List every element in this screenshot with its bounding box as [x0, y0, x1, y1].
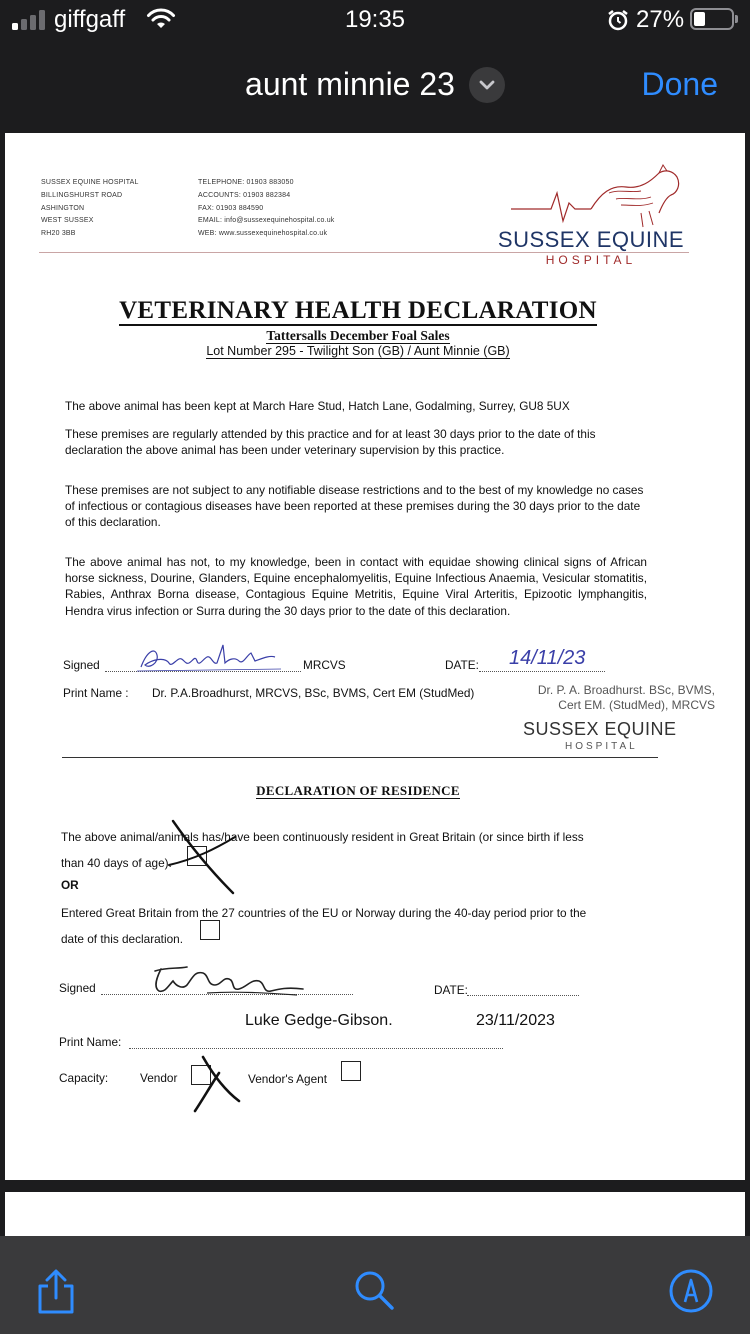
stamp-name: SUSSEX EQUINE: [523, 719, 677, 739]
residence-date-line: [467, 995, 579, 996]
hospital-logo: [491, 163, 691, 273]
residence-option2-checkbox[interactable]: [200, 920, 220, 940]
lot-line: Lot Number 295 - Twilight Son (GB) / Aunt Minnie (GB): [206, 344, 510, 358]
header-divider: [39, 252, 689, 253]
address-line: ASHINGTON: [41, 204, 85, 212]
vendor-check-mark: [189, 1051, 245, 1115]
contact-line: ACCOUNTS: 01903 882384: [198, 191, 291, 199]
nav-bar: [0, 42, 750, 132]
status-time: 19:35: [344, 6, 406, 33]
horse-logo-icon: [491, 163, 691, 233]
markup-icon[interactable]: [668, 1268, 712, 1312]
document-title: aunt minnie 23: [245, 66, 455, 102]
logo-name: SUSSEX EQUINE: [497, 227, 685, 252]
practice-stamp: [505, 683, 715, 713]
status-bar: [0, 0, 750, 42]
residence-print-name-line: [129, 1048, 503, 1049]
vendor-label: Vendor: [140, 1071, 178, 1085]
vet-date-label: DATE:: [445, 658, 479, 672]
stamp-line: Dr. P. A. Broadhurst. BSc, BVMS,: [537, 683, 715, 697]
stamp-subtitle: HOSPITAL: [565, 741, 638, 752]
vet-date-line: [479, 671, 605, 672]
declaration-title: VETERINARY HEALTH DECLARATION: [119, 297, 597, 324]
document-title-menu[interactable]: [0, 66, 750, 103]
carrier-name: giffgaff: [54, 6, 126, 33]
residence-option2-line1: Entered Great Britain from the 27 countries of the EU or Norway during the 40-day period prior to the: [61, 906, 587, 920]
residence-signed-label: Signed: [59, 981, 96, 995]
or-label: OR: [61, 878, 79, 892]
contact-line: WEB: www.sussexequinehospital.co.uk: [198, 230, 328, 238]
residence-print-name-label: Print Name:: [59, 1035, 122, 1049]
section-divider: [62, 757, 658, 758]
contact-line: FAX: 01903 884590: [198, 204, 264, 212]
paragraph-restrictions: These premises are not subject to any notifiable disease restrictions and to the best of my knowledge no cases of infectious or contagious diseases have been reported at these premises during the 30 days prior to the date of this declaration.: [65, 483, 644, 530]
alarm-icon: [606, 8, 630, 37]
vendors-agent-checkbox[interactable]: [341, 1061, 361, 1081]
address-line: WEST SUSSEX: [41, 217, 94, 225]
chevron-down-icon[interactable]: [469, 67, 505, 103]
residence-date-label: DATE:: [434, 983, 468, 997]
vet-signed-label: Signed: [63, 658, 100, 672]
signer-name: Luke Gedge-Gibson.: [245, 1012, 393, 1029]
logo-subtitle: HOSPITAL: [545, 253, 637, 267]
vet-date-value: 14/11/23: [509, 647, 586, 669]
address-line: BILLINGSHURST ROAD: [41, 191, 123, 199]
document-page: [5, 133, 745, 1180]
residence-option1-line2: than 40 days of age).: [61, 856, 172, 870]
vet-signature-ink: [135, 641, 285, 675]
bottom-toolbar: [0, 1236, 750, 1334]
signer-date: 23/11/2023: [476, 1012, 555, 1029]
contact-line: EMAIL: info@sussexequinehospital.co.uk: [198, 217, 335, 225]
share-icon[interactable]: [34, 1268, 78, 1312]
vet-print-name-label: Print Name :: [63, 686, 129, 700]
residence-option2-line2: date of this declaration.: [61, 932, 183, 946]
battery-percent: 27%: [636, 6, 685, 33]
capacity-label: Capacity:: [59, 1071, 109, 1085]
done-button[interactable]: Done: [641, 66, 718, 102]
vendors-agent-label: Vendor's Agent: [248, 1072, 327, 1086]
battery-icon: [690, 8, 734, 30]
paragraph-premises: The above animal has been kept at March Hare Stud, Hatch Lane, Godalming, Surrey, GU8 5UX: [65, 399, 570, 413]
paragraph-disease-contact: The above animal has not, to my knowledge, been in contact with equidae showing clinical signs of African horse sickness, Dourine, Glanders, Equine encephalomyelitis, Equine Infectious Anaemia, Vesicular stomatitis, Rabies, Anthrax Borna disease, Contagious Equine Metritis, Equine Viral Arteritis, Epizootic lymphangitis, Hendra virus infection or Surra during the 30 days prior to the date of this declaration.: [65, 555, 647, 618]
address-line: RH20 3BB: [41, 230, 76, 238]
paragraph-supervision: These premises are regularly attended by this practice and for at least 30 days prior to the date of this declaration the above animal has been under veterinary supervision by this practice.: [65, 427, 596, 458]
mrcvs-label: MRCVS: [303, 658, 346, 672]
residence-option1-line1: The above animal/animals has/have been continuously resident in Great Britain (or since birth if less: [61, 830, 584, 844]
vet-print-name-value: Dr. P.A.Broadhurst, MRCVS, BSc, BVMS, Cert EM (StudMed): [152, 686, 475, 700]
sale-title: Tattersalls December Foal Sales: [266, 328, 450, 343]
hospital-contact: [198, 177, 335, 241]
vendor-signature-ink: [147, 963, 307, 1003]
cross-out-mark: [165, 817, 245, 899]
stamp-line: Cert EM. (StudMed), MRCVS: [558, 698, 715, 712]
address-line: SUSSEX EQUINE HOSPITAL: [41, 179, 139, 186]
residence-title: DECLARATION OF RESIDENCE: [256, 783, 460, 798]
contact-line: TELEPHONE: 01903 883050: [198, 179, 294, 186]
search-icon[interactable]: [352, 1268, 396, 1312]
hospital-address: [41, 177, 139, 241]
